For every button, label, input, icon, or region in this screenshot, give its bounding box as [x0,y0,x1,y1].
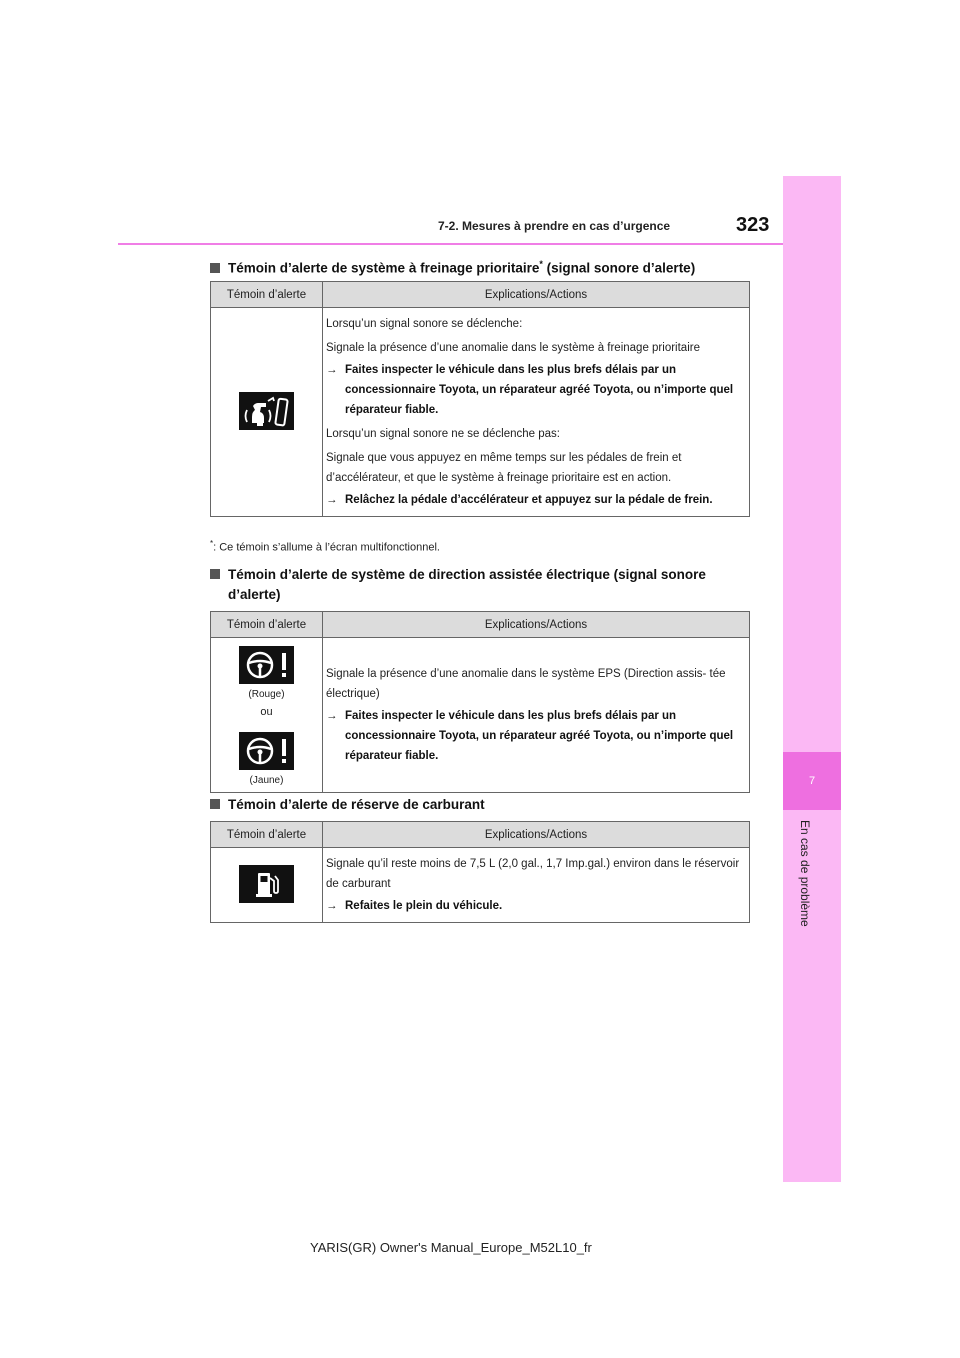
section-title-eps: Témoin d’alerte de système de direction assistée électrique (signal sonore d’alerte) [210,565,706,605]
action-item: → Relâchez la pédale d’accélérateur et appuyez sur la pédale de frein. [326,490,745,510]
footnote: *: Ce témoin s’allume à l’écran multifonctionnel. [210,539,440,554]
table-header-explanations: Explications/Actions [323,282,750,308]
steering-warning-icon [239,732,294,770]
icon-cell [211,308,323,517]
icon-label-yellow: (Jaune) [249,775,284,786]
arrow-icon: → [326,364,338,376]
chapter-number-badge: 7 [783,752,841,810]
table-header-explanations: Explications/Actions [323,822,750,848]
table-header-warning-light: Témoin d’alerte [211,822,323,848]
eps-table [210,611,750,793]
section-title-fuel: Témoin d’alerte de réserve de carburant [210,795,485,815]
table-header-warning-light: Témoin d’alerte [211,612,323,638]
icon-cell [211,848,323,923]
bullet-square-icon [210,263,220,273]
action-item: → Faites inspecter le véhicule dans les plus brefs délais par un concessionnaire Toyota, un réparateur agréé Toyota, ou n’importe quel réparateur fiable. [326,360,745,420]
fuel-table [210,821,750,923]
brake-override-table [210,281,750,517]
bullet-square-icon [210,799,220,809]
chapter-title: En cas de problème [798,820,812,927]
action-item: → Faites inspecter le véhicule dans les plus brefs délais par un concessionnaire Toyota, un réparateur agréé Toyota, ou n’importe quel réparateur fiable. [326,706,745,766]
explanation-cell: Lorsqu’un signal sonore se déclenche: Signale la présence d’une anomalie dans le système à freinage prioritaire → Faites inspecter le véhicule dans les plus brefs délais par un concessionnaire Toyota, un réparateur agréé Toyota, ou n’importe quel réparateur fiable. Lorsqu’un signal sonore ne se déclenche pas: Signale que vous appuyez en même temps sur les pédales de frein et d’accélérateur, et que le système à freinage prioritaire est en action. → Relâchez la pédale d’accélérateur et appuyez sur la pédale de frein. [323,308,750,517]
arrow-icon: → [326,494,338,506]
chapter-side-tab [783,176,841,1182]
arrow-icon: → [326,900,338,912]
icon-label-red: (Rouge) [248,689,285,700]
footer-manual-id: YARIS(GR) Owner's Manual_Europe_M52L10_fr [310,1240,592,1255]
icon-cell [211,638,323,793]
section-title-brake-override: Témoin d’alerte de système à freinage prioritaire* (signal sonore d’alerte) [210,254,695,279]
page-number: 323 [736,214,770,236]
table-header-warning-light: Témoin d’alerte [211,282,323,308]
action-item: → Refaites le plein du véhicule. [326,896,745,916]
arrow-icon: → [326,710,338,722]
table-header-explanations: Explications/Actions [323,612,750,638]
explanation-cell: Signale la présence d’une anomalie dans le système EPS (Direction assis- tée électrique) → Faites inspecter le véhicule dans les plus brefs délais par un concessionnaire Toyota, un réparateur agréé Toyota, ou n’importe quel réparateur fiable. [323,638,750,793]
header-rule [118,243,783,245]
bullet-square-icon [210,569,220,579]
fuel-pump-icon [239,865,294,903]
steering-warning-icon [239,646,294,684]
explanation-cell: Signale qu’il reste moins de 7,5 L (2,0 gal., 1,7 Imp.gal.) environ dans le réservoir de carburant → Refaites le plein du véhicule. [323,848,750,923]
brake-override-warning-icon [239,392,294,430]
header-section-title: 7-2. Mesures à prendre en cas d’urgence [438,219,671,233]
icon-label-or: ou [260,706,273,718]
